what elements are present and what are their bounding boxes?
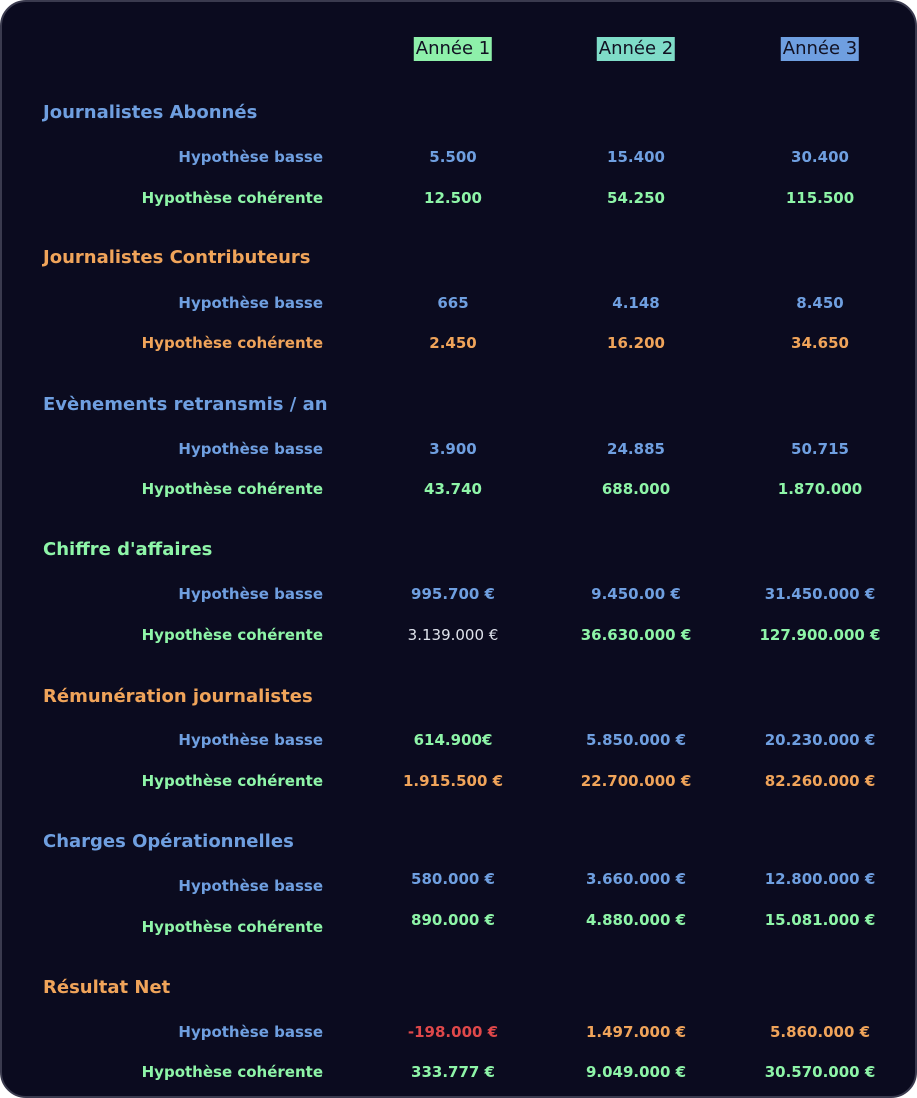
section-title-charges-operationnelles: Charges Opérationnelles: [43, 831, 294, 852]
value-cell: 333.777 €: [411, 1063, 495, 1081]
row-label-hypothese-basse: Hypothèse basse: [178, 440, 323, 458]
row-label-hypothese-basse: Hypothèse basse: [178, 294, 323, 312]
row-label-hypothese-coherente: Hypothèse cohérente: [141, 626, 323, 644]
value-cell: 115.500: [785, 189, 855, 207]
row-label-hypothese-coherente: Hypothèse cohérente: [141, 189, 323, 207]
row-label-hypothese-coherente: Hypothèse cohérente: [141, 918, 323, 936]
value-cell: 34.650: [791, 334, 849, 352]
value-cell: 1.915.500 €: [402, 772, 504, 790]
section-title-evenements-retransmis: Evènements retransmis / an: [43, 394, 328, 415]
row-label-hypothese-coherente: Hypothèse cohérente: [141, 480, 323, 498]
section-title-chiffre-d-affaires: Chiffre d'affaires: [43, 539, 213, 560]
value-cell: 12.800.000 €: [764, 870, 876, 888]
value-cell: 3.900: [429, 440, 477, 458]
value-cell: 12.500: [424, 189, 482, 207]
row-label-hypothese-coherente: Hypothèse cohérente: [141, 1063, 323, 1081]
value-cell: 82.260.000 €: [764, 772, 876, 790]
value-cell: 43.740: [424, 480, 482, 498]
row-label-hypothese-basse: Hypothèse basse: [178, 585, 323, 603]
column-header-year-3: Année 3: [782, 38, 858, 59]
value-cell: 4.148: [612, 294, 660, 312]
value-cell: 54.250: [607, 189, 665, 207]
value-cell: 9.049.000 €: [585, 1063, 687, 1081]
value-cell: 1.497.000 €: [585, 1023, 687, 1041]
value-cell: 4.880.000 €: [585, 911, 687, 929]
value-cell: 22.700.000 €: [580, 772, 692, 790]
value-cell: 15.081.000 €: [764, 911, 876, 929]
value-cell: 50.715: [791, 440, 849, 458]
value-cell: 30.400: [791, 148, 849, 166]
row-label-hypothese-coherente: Hypothèse cohérente: [141, 772, 323, 790]
value-cell: 2.450: [429, 334, 477, 352]
value-cell: 127.900.000 €: [759, 626, 881, 644]
value-cell: 5.860.000 €: [769, 1023, 871, 1041]
value-cell: -198.000 €: [407, 1023, 499, 1041]
value-cell: 665: [437, 294, 469, 312]
value-cell: 3.139.000 €: [407, 626, 499, 644]
value-cell: 9.450.00 €: [591, 585, 681, 603]
row-label-hypothese-basse: Hypothèse basse: [178, 877, 323, 895]
value-cell: 36.630.000 €: [580, 626, 692, 644]
value-cell: 8.450: [796, 294, 844, 312]
value-cell: 15.400: [607, 148, 665, 166]
value-cell: 580.000 €: [411, 870, 495, 888]
value-cell: 890.000 €: [411, 911, 495, 929]
value-cell: 30.570.000 €: [764, 1063, 876, 1081]
column-header-year-1: Année 1: [415, 38, 491, 59]
value-cell: 5.500: [429, 148, 477, 166]
value-cell: 16.200: [607, 334, 665, 352]
row-label-hypothese-coherente: Hypothèse cohérente: [141, 334, 323, 352]
row-label-hypothese-basse: Hypothèse basse: [178, 148, 323, 166]
column-header-year-2: Année 2: [598, 38, 674, 59]
value-cell: 995.700 €: [411, 585, 495, 603]
value-cell: 31.450.000 €: [764, 585, 876, 603]
value-cell: 24.885: [607, 440, 665, 458]
value-cell: 20.230.000 €: [764, 731, 876, 749]
value-cell: 1.870.000: [777, 480, 863, 498]
section-title-remuneration-journalistes: Rémunération journalistes: [43, 686, 313, 707]
section-title-resultat-net: Résultat Net: [43, 977, 171, 998]
value-cell: 5.850.000 €: [585, 731, 687, 749]
row-label-hypothese-basse: Hypothèse basse: [178, 1023, 323, 1041]
row-label-hypothese-basse: Hypothèse basse: [178, 731, 323, 749]
section-title-journalistes-abonnes: Journalistes Abonnés: [43, 102, 258, 123]
value-cell: 688.000: [601, 480, 671, 498]
section-title-journalistes-contributeurs: Journalistes Contributeurs: [43, 247, 311, 268]
value-cell: 614.900€: [413, 731, 493, 749]
value-cell: 3.660.000 €: [585, 870, 687, 888]
